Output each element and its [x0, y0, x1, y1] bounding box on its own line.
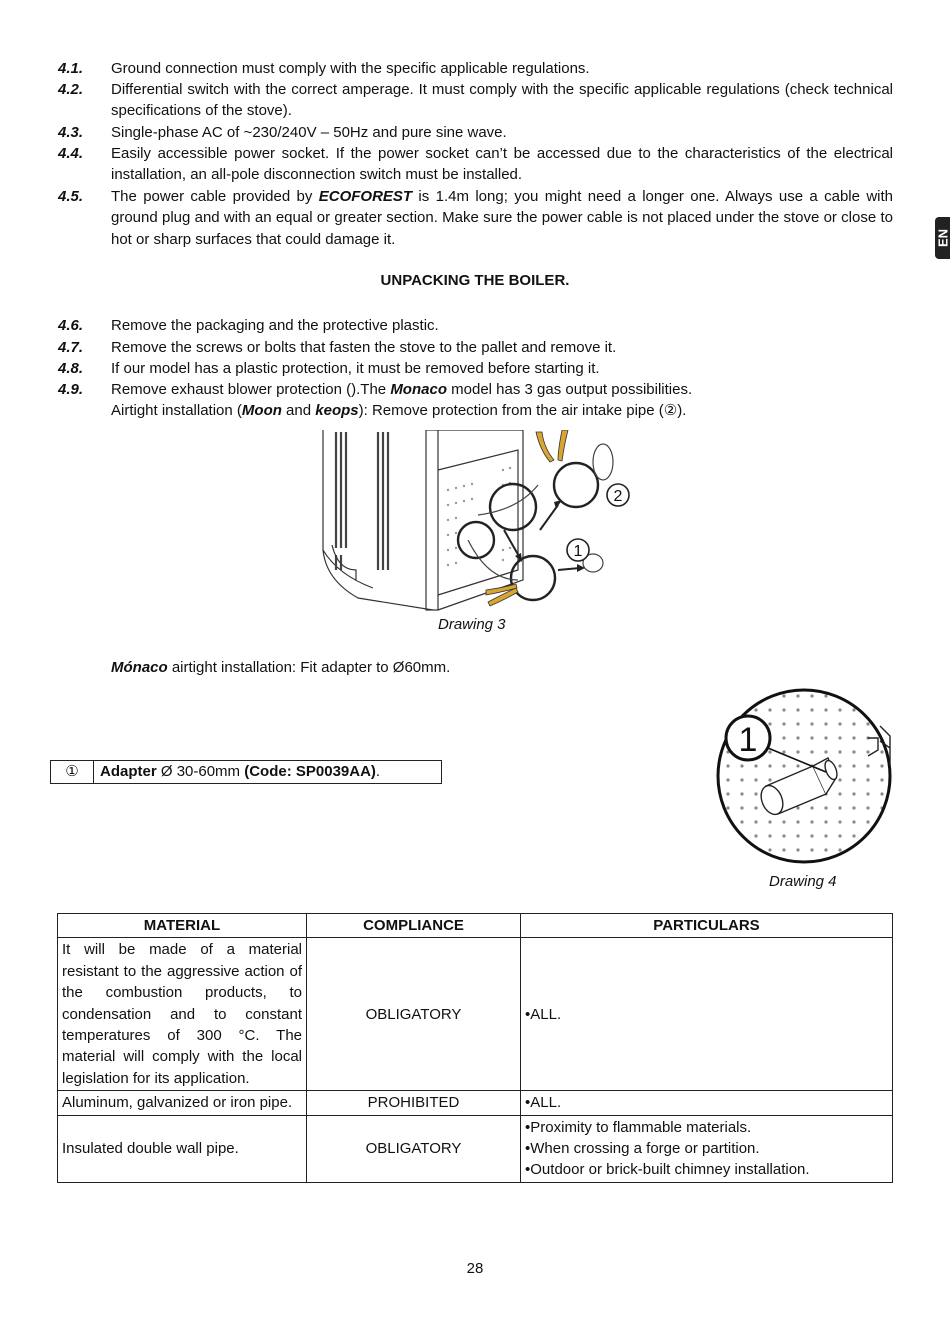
list-item: 4.7. Remove the screws or bolts that fasten the stove to the pallet and remove it. [58, 339, 617, 356]
column-header-material: MATERIAL [58, 914, 307, 938]
drawing-3-caption: Drawing 3 [438, 616, 506, 633]
table-row: Insulated double wall pipe. OBLIGATORY •Proximity to flammable materials. •When crossing a forge or partition. •Outdoor or brick-built chimney installation. [58, 1115, 893, 1182]
table-header-row [58, 914, 893, 938]
drawing-4-label-1: 1 [738, 721, 758, 759]
list-item: 4.6. Remove the packaging and the protective plastic. [58, 317, 439, 334]
brand-name: ECOFOREST [318, 188, 413, 205]
language-tab: EN [935, 217, 950, 259]
page-number: 28 [466, 1260, 484, 1277]
list-item: 4.9. Remove exhaust blower protection ().The Monaco model has 3 gas output possibilities. Airtight installation (Moon and keops): Remove protection from the air intake pipe (②). [58, 381, 693, 420]
drawing-3-illustration [318, 430, 633, 615]
list-item: 4.2. Differential switch with the correct amperage. It must comply with the specific applicable regulations (check technical specifications of the stove). [58, 81, 893, 120]
list-item: 4.5. The power cable provided by ECOFOREST is 1.4m long; you might need a longer one. Always use a cable with ground plug and with an equal or greater section. Make sure the power cable is not placed under the stove or close to hot or sharp surfaces that could damage it. [58, 188, 894, 248]
drawing-3-label-2: 2 [613, 488, 623, 505]
section-heading: UNPACKING THE BOILER. [380, 272, 570, 289]
drawing-3-label-1: 1 [573, 543, 583, 560]
monaco-instruction: Mónaco airtight installation: Fit adapter to Ø60mm. [111, 659, 451, 676]
list-item: 4.4. Easily accessible power socket. If the power socket can’t be accessed due to the characteristics of the electrical installation, an all-pole disconnection switch must be installed. [58, 145, 893, 184]
list-item: 4.3. Single-phase AC of ~230/240V – 50Hz and pure sine wave. [58, 124, 507, 141]
drawing-4-caption: Drawing 4 [769, 873, 837, 890]
adapter-legend: ① Adapter Ø 30-60mm (Code: SP0039AA). [50, 760, 442, 784]
table-row: Aluminum, galvanized or iron pipe. PROHIBITED •ALL. [58, 1091, 893, 1115]
materials-table [57, 913, 893, 1183]
column-header-compliance: COMPLIANCE [307, 914, 521, 938]
list-item: 4.8. If our model has a plastic protection, it must be removed before starting it. [58, 360, 600, 377]
list-item: 4.1. Ground connection must comply with the specific applicable regulations. [58, 60, 590, 77]
table-row: It will be made of a material resistant to the aggressive action of the combustion products, to condensation and to constant temperatures of 300 °C. The material will comply with the local legislation for its application. OBLIGATORY •ALL. [58, 938, 893, 1091]
drawing-4-illustration [708, 686, 898, 866]
column-header-particulars: PARTICULARS [521, 914, 893, 938]
